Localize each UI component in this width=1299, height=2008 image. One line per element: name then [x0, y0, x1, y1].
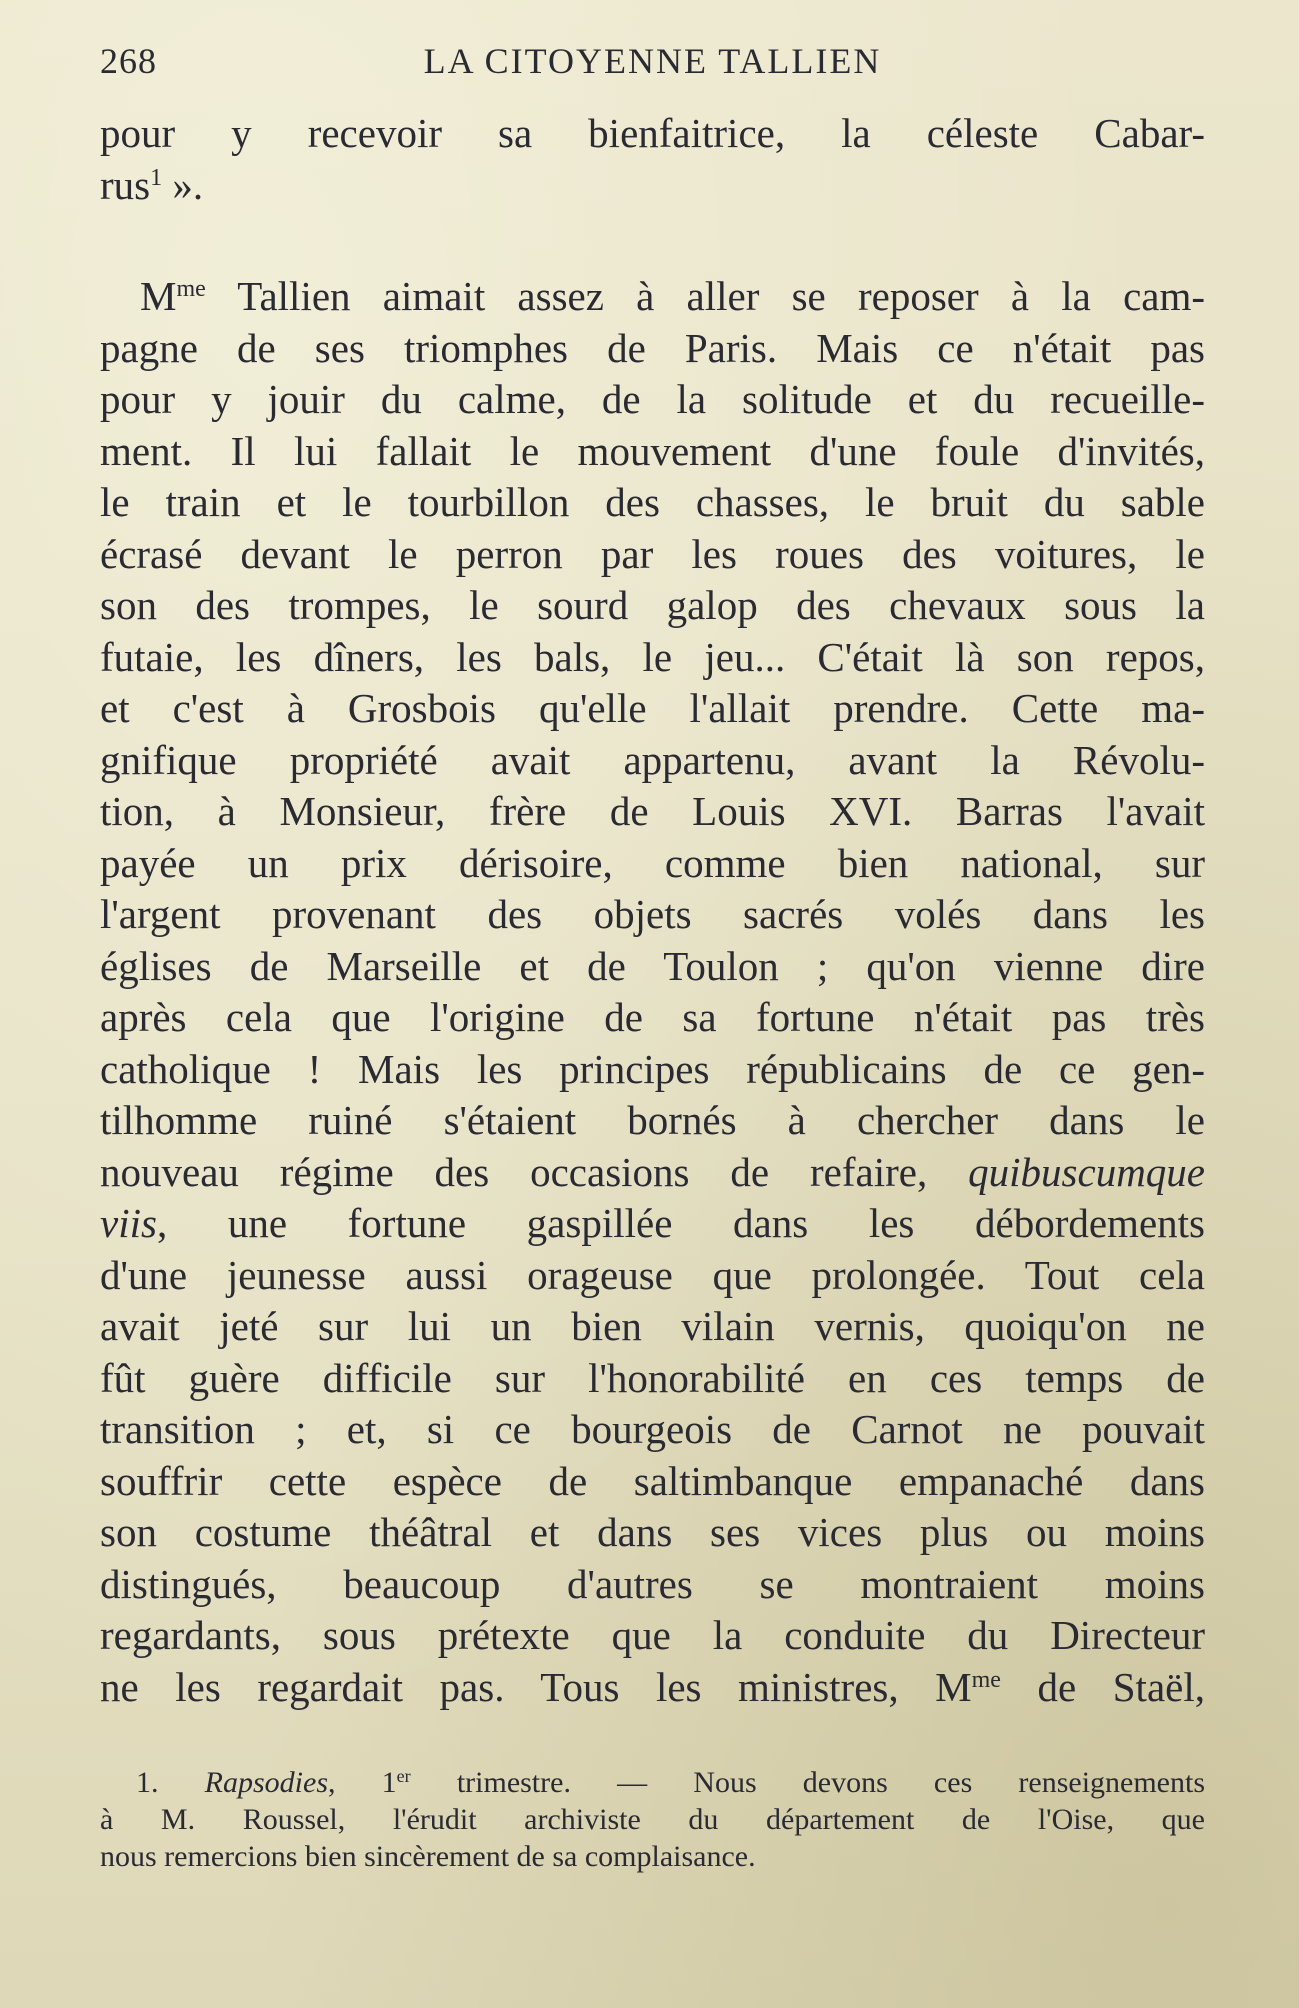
footnote-line: nous remercions bien sincèrement de sa complaisance. — [100, 1840, 756, 1873]
text-line: gnifique propriété avait appartenu, avant la Révolu- — [100, 736, 1205, 783]
text-segment: nouveau régime des occasions de refaire, — [100, 1148, 928, 1195]
text-line: pagne de ses triomphes de Paris. Mais ce n'était pas — [100, 324, 1205, 371]
text-line — [100, 1147, 1205, 1199]
footnote-source: Rapsodies — [204, 1766, 328, 1799]
text-line — [100, 271, 1205, 323]
paragraph-gap — [100, 211, 1205, 271]
main-text — [100, 108, 1205, 1713]
title-superscript: me — [176, 276, 206, 302]
text-segment: trimestre. — Nous devons ces renseignements — [410, 1766, 1206, 1799]
footnote-number: 1. — [136, 1766, 159, 1799]
text-line: avait jeté sur lui un bien vilain vernis, quoiqu'on ne — [100, 1303, 1205, 1349]
text-segment: de Staël, — [1037, 1663, 1205, 1710]
footnote-line: 1. Rapsodies, 1er trimestre. — Nous devons ces renseignements — [136, 1766, 1206, 1799]
text-line: après cela que l'origine de sa fortune n'était pas très — [100, 994, 1205, 1040]
text-line: son costume théâtral et dans ses vices plus ou moins — [100, 1509, 1205, 1555]
text-line — [100, 160, 1205, 212]
text-line: futaie, les dîners, les bals, le jeu... C'était là son repos, — [100, 633, 1205, 680]
text-line — [100, 108, 1205, 160]
italic-latin-phrase: viis — [100, 1200, 157, 1246]
text-line: ment. Il lui fallait le mouvement d'une foule d'invités, — [100, 427, 1205, 474]
text-line: regardants, sous prétexte que la conduite du Directeur — [100, 1612, 1205, 1658]
text-line: distingués, beaucoup d'autres se montraient moins — [100, 1560, 1205, 1607]
text-line: l'argent provenant des objets sacrés volés dans les — [100, 891, 1205, 937]
text-line — [100, 1198, 1205, 1250]
text-line — [100, 1662, 1205, 1714]
footnote-line: à M. Roussel, l'érudit archiviste du département de l'Oise, que — [100, 1803, 1205, 1836]
text-line: le train et le tourbillon des chasses, le bruit du sable — [100, 479, 1205, 525]
footnote-marker: 1 — [150, 164, 163, 191]
text-line: tion, à Monsieur, frère de Louis XVI. Barras l'avait — [100, 788, 1205, 834]
text-line: pour y jouir du calme, de la solitude et du recueille- — [100, 376, 1205, 422]
text-segment: Tallien aimait assez à aller se reposer à la cam- — [237, 273, 1206, 319]
title-abbrev: M — [140, 273, 177, 319]
text-segment: pour y recevoir sa bienfaitrice, la céleste Cabar- — [100, 110, 1205, 156]
ordinal-superscript: er — [396, 1766, 411, 1786]
text-line: payée un prix dérisoire, comme bien national, sur — [100, 839, 1205, 886]
text-segment: rus — [100, 161, 151, 208]
text-line: fût guère difficile sur l'honorabilité en ces temps de — [100, 1354, 1205, 1401]
text-segment: ». — [162, 161, 204, 208]
title-abbrev: M — [935, 1663, 972, 1710]
page-header — [100, 40, 1205, 84]
text-line: écrasé devant le perron par les roues des voitures, le — [100, 530, 1205, 577]
running-title: LA CITOYENNE TALLIEN — [423, 41, 882, 81]
text-line: catholique ! Mais les principes républicains de ce gen- — [100, 1045, 1205, 1092]
text-line: d'une jeunesse aussi orageuse que prolongée. Tout cela — [100, 1251, 1205, 1298]
text-line: transition ; et, si ce bourgeois de Carnot ne pouvait — [100, 1406, 1205, 1452]
text-line: son des trompes, le sourd galop des chevaux sous la — [100, 582, 1205, 628]
title-superscript: me — [971, 1666, 1001, 1693]
text-segment: , une fortune gaspillée dans les débordements — [156, 1200, 1205, 1246]
text-line: et c'est à Grosbois qu'elle l'allait prendre. Cette ma- — [100, 685, 1205, 731]
italic-latin-phrase: quibuscumque — [968, 1148, 1206, 1195]
text-line: églises de Marseille et de Toulon ; qu'on vienne dire — [100, 942, 1205, 989]
text-segment: ne les regardait pas. Tous les ministres, — [100, 1663, 899, 1710]
text-line: souffrir cette espèce de saltimbanque empanaché dans — [100, 1457, 1205, 1504]
footnote — [100, 1764, 1205, 1875]
page-number: 268 — [100, 41, 157, 81]
footnote-ordinal: 1 — [381, 1766, 397, 1799]
text-line: tilhomme ruiné s'étaient bornés à chercher dans le — [100, 1097, 1205, 1143]
